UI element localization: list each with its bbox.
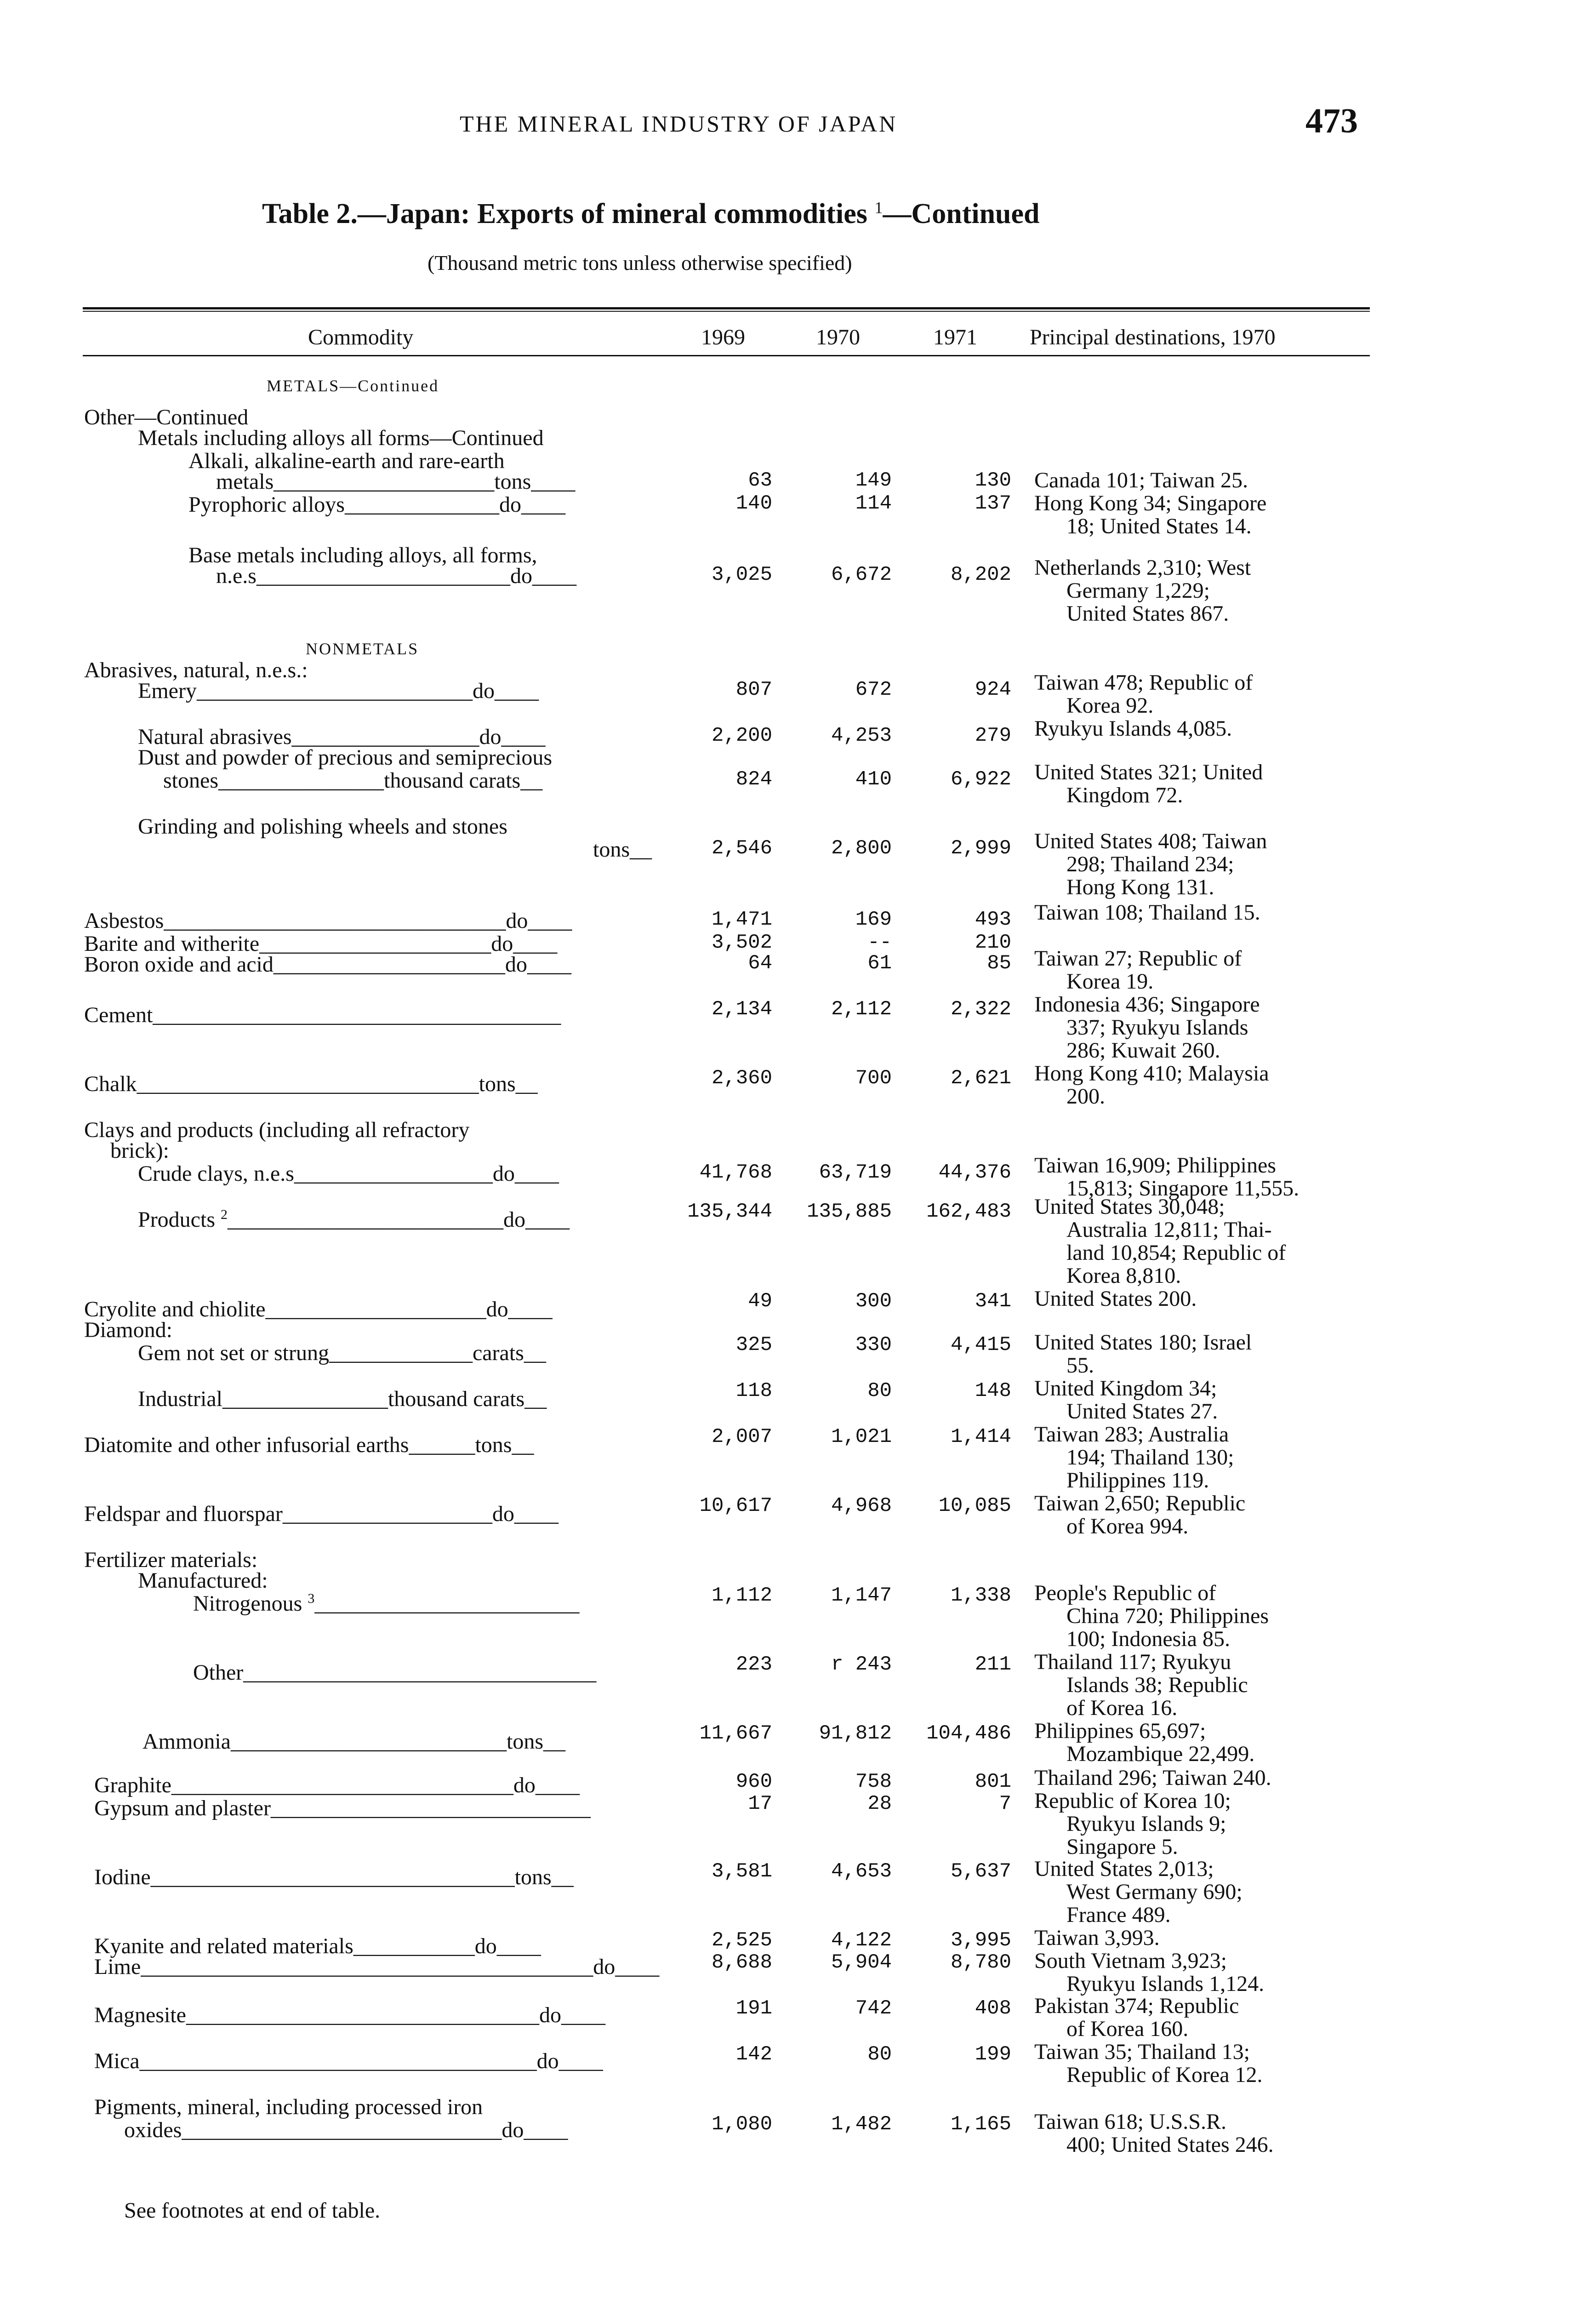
diatomite-1969: 2,007	[711, 1425, 772, 1448]
chalk-dest-line2: 200.	[1066, 1084, 1105, 1109]
crude-clays-dest-line2: 15,813; Singapore 11,555.	[1066, 1176, 1300, 1201]
base-dest-line2: Germany 1,229;	[1066, 578, 1210, 603]
ammonia-dest-line1: Philippines 65,697;	[1034, 1719, 1206, 1743]
nitrogenous-dest	[1034, 1582, 1393, 1651]
iodine-1971: 5,637	[950, 1860, 1011, 1883]
ammonia-dest-line2: Mozambique 22,499.	[1066, 1742, 1255, 1766]
products-dest-line1: United States 30,048;	[1034, 1195, 1225, 1219]
boron-dest	[1034, 947, 1393, 993]
lime-dest-line2: Ryukyu Islands 1,124.	[1066, 1972, 1265, 1996]
label-grinding-2: tons__	[593, 837, 652, 862]
magnesite-dest-line1: Pakistan 374; Republic	[1034, 1994, 1239, 2018]
table-top-rule-thin	[83, 311, 1370, 312]
emery-dest	[1034, 671, 1393, 717]
nitrogenous-1971: 1,338	[950, 1584, 1011, 1607]
kyanite-dest	[1034, 1927, 1393, 1950]
emery-1971: 924	[975, 678, 1011, 701]
asbestos-dest-line1: Taiwan 108; Thailand 15.	[1034, 900, 1260, 925]
crude-clays-1971: 44,376	[938, 1161, 1011, 1184]
pyrophoric-1969: 140	[735, 492, 772, 515]
grinding-dest-line2: 298; Thailand 234;	[1066, 852, 1234, 876]
cement-dest-line1: Indonesia 436; Singapore	[1034, 992, 1260, 1017]
boron-1971: 85	[987, 952, 1011, 975]
cryolite-dest-line1: United States 200.	[1034, 1287, 1197, 1311]
dust-1970: 410	[855, 768, 892, 791]
label-feldspar: Feldspar and fluorspar___________________do____	[84, 1502, 559, 1526]
kyanite-dest-line1: Taiwan 3,993.	[1034, 1926, 1160, 1950]
gypsum-dest-line1: Republic of Korea 10;	[1034, 1789, 1231, 1813]
label-dust-2: stones_______________thousand carats__	[163, 768, 543, 793]
iodine-dest-line1: United States 2,013;	[1034, 1857, 1214, 1881]
natural-abrasives-dest-line1: Ryukyu Islands 4,085.	[1034, 716, 1232, 741]
label-diatomite: Diatomite and other infusorial earths______tons__	[84, 1433, 534, 1457]
chalk-1970: 700	[855, 1067, 892, 1090]
title-suffix: —Continued	[883, 198, 1040, 229]
pigments-1970: 1,482	[831, 2113, 892, 2136]
natural-abrasives-dest	[1034, 717, 1393, 740]
grinding-1969: 2,546	[711, 837, 772, 860]
pigments-dest	[1034, 2110, 1393, 2156]
label-asbestos: Asbestos_______________________________do____	[84, 909, 572, 933]
label-industrial: Industrial_______________thousand carats__	[138, 1387, 547, 1411]
diatomite-dest	[1034, 1423, 1393, 1492]
gypsum-dest-line3: Singapore 5.	[1066, 1835, 1178, 1859]
magnesite-dest-line2: of Korea 160.	[1066, 2017, 1189, 2041]
label-crude-clays: Crude clays, n.e.s__________________do____	[138, 1161, 559, 1186]
nitrogenous-dest-line1: People's Republic of	[1034, 1581, 1216, 1605]
natural-abrasives-1971: 279	[975, 724, 1011, 747]
products-1969: 135,344	[687, 1200, 772, 1223]
gem-dest	[1034, 1331, 1393, 1377]
label-other: Other________________________________	[193, 1660, 597, 1685]
diatomite-dest-line3: Philippines 119.	[1066, 1468, 1209, 1493]
cryolite-1969: 49	[748, 1290, 772, 1313]
label-natural-abrasives: Natural abrasives_________________do____	[138, 725, 546, 749]
cement-1970: 2,112	[831, 998, 892, 1021]
running-head: THE MINERAL INDUSTRY OF JAPAN	[460, 111, 898, 137]
nitrogenous-leader: ________________________	[314, 1591, 580, 1616]
label-mica: Mica____________________________________do____	[94, 2049, 603, 2073]
pyrophoric-1971: 137	[975, 492, 1011, 515]
table-subtitle: (Thousand metric tons unless otherwise specified)	[428, 251, 852, 275]
products-text: Products	[138, 1207, 215, 1232]
feldspar-1969: 10,617	[699, 1494, 772, 1517]
pigments-1969: 1,080	[711, 2113, 772, 2136]
mica-dest-line2: Republic of Korea 12.	[1066, 2063, 1263, 2087]
dust-dest-line1: United States 321; United	[1034, 760, 1263, 784]
gypsum-1971: 7	[999, 1792, 1011, 1815]
products-dest-line3: land 10,854; Republic of	[1066, 1241, 1286, 1265]
boron-dest-line1: Taiwan 27; Republic of	[1034, 946, 1242, 971]
grinding-1970: 2,800	[831, 837, 892, 860]
iodine-dest-line3: France 489.	[1066, 1903, 1171, 1927]
industrial-1969: 118	[735, 1379, 772, 1402]
base-dest	[1034, 556, 1393, 625]
feldspar-dest-line1: Taiwan 2,650; Republic	[1034, 1491, 1246, 1516]
table-top-rule	[83, 307, 1370, 309]
header-1969: 1969	[701, 325, 745, 349]
boron-dest-line2: Korea 19.	[1066, 969, 1154, 994]
kyanite-1970: 4,122	[831, 1929, 892, 1952]
gem-dest-line2: 55.	[1066, 1353, 1094, 1378]
header-1970: 1970	[816, 325, 860, 349]
iodine-dest	[1034, 1858, 1393, 1927]
products-leader: _________________________do____	[228, 1207, 570, 1232]
label-manufactured: Manufactured:	[138, 1568, 268, 1593]
label-alkali-1: Alkali, alkaline-earth and rare-earth	[188, 449, 505, 473]
magnesite-1971: 408	[975, 1997, 1011, 2020]
cement-dest-line2: 337; Ryukyu Islands	[1066, 1015, 1248, 1040]
base-1969: 3,025	[711, 563, 772, 586]
industrial-dest-line2: United States 27.	[1066, 1399, 1218, 1424]
alkali-1969: 63	[748, 469, 772, 492]
other-1970: r 243	[831, 1653, 892, 1676]
label-cement: Cement_____________________________________	[84, 1003, 561, 1027]
other-1971: 211	[975, 1653, 1011, 1676]
nitrogenous-dest-line3: 100; Indonesia 85.	[1066, 1627, 1230, 1651]
chalk-1969: 2,360	[711, 1067, 772, 1090]
alkali-1970: 149	[855, 469, 892, 492]
lime-dest-line1: South Vietnam 3,923;	[1034, 1949, 1227, 1973]
label-nitrogenous	[193, 1591, 579, 1616]
cryolite-1970: 300	[855, 1290, 892, 1313]
emery-1969: 807	[735, 678, 772, 701]
mica-1970: 80	[867, 2043, 892, 2066]
ammonia-1971: 104,486	[926, 1722, 1011, 1745]
lime-1971: 8,780	[950, 1951, 1011, 1974]
barite-1969: 3,502	[711, 931, 772, 954]
products-1971: 162,483	[926, 1200, 1011, 1223]
label-graphite: Graphite_______________________________do____	[94, 1773, 580, 1797]
page-number: 473	[1305, 102, 1358, 140]
label-cryolite: Cryolite and chiolite____________________do____	[84, 1297, 553, 1321]
base-dest-line1: Netherlands 2,310; West	[1034, 555, 1251, 580]
crude-clays-dest-line1: Taiwan 16,909; Philippines	[1034, 1153, 1276, 1178]
lime-1969: 8,688	[711, 1951, 772, 1974]
iodine-1970: 4,653	[831, 1860, 892, 1883]
pyrophoric-1970: 114	[855, 492, 892, 515]
cement-dest	[1034, 993, 1393, 1062]
products-dest	[1034, 1195, 1393, 1287]
industrial-1970: 80	[867, 1379, 892, 1402]
pigments-dest-line1: Taiwan 618; U.S.S.R.	[1034, 2110, 1226, 2134]
label-base-2: n.e.s_______________________do____	[216, 564, 576, 588]
other-dest	[1034, 1651, 1393, 1720]
cement-1971: 2,322	[950, 998, 1011, 1021]
diatomite-1971: 1,414	[950, 1425, 1011, 1448]
crude-clays-dest	[1034, 1154, 1393, 1200]
graphite-1971: 801	[975, 1770, 1011, 1793]
nitrogenous-dest-line2: China 720; Philippines	[1066, 1604, 1269, 1628]
label-clays-2: brick):	[110, 1138, 169, 1163]
feldspar-1970: 4,968	[831, 1494, 892, 1517]
barite-1970: --	[867, 931, 892, 954]
base-dest-line3: United States 867.	[1066, 601, 1229, 626]
natural-abrasives-1970: 4,253	[831, 724, 892, 747]
asbestos-1970: 169	[855, 908, 892, 931]
alkali-1971: 130	[975, 469, 1011, 492]
mica-dest-line1: Taiwan 35; Thailand 13;	[1034, 2040, 1250, 2064]
nitrogenous-1969: 1,112	[711, 1584, 772, 1607]
asbestos-1969: 1,471	[711, 908, 772, 931]
label-clays-1: Clays and products (including all refractory	[84, 1118, 470, 1142]
graphite-dest	[1034, 1767, 1393, 1790]
ammonia-1969: 11,667	[699, 1722, 772, 1745]
label-alkali-2: metals____________________tons____	[216, 469, 576, 494]
table-title	[262, 198, 1365, 230]
boron-1970: 61	[867, 952, 892, 975]
graphite-dest-line1: Thailand 296; Taiwan 240.	[1034, 1766, 1271, 1790]
header-commodity: Commodity	[308, 325, 414, 349]
base-1970: 6,672	[831, 563, 892, 586]
pyrophoric-dest-line1: Hong Kong 34; Singapore	[1034, 491, 1267, 515]
industrial-1971: 148	[975, 1379, 1011, 1402]
kyanite-1971: 3,995	[950, 1929, 1011, 1952]
gem-1970: 330	[855, 1333, 892, 1356]
gypsum-dest-line2: Ryukyu Islands 9;	[1066, 1812, 1226, 1836]
grinding-1971: 2,999	[950, 837, 1011, 860]
chalk-1971: 2,621	[950, 1067, 1011, 1090]
label-emery: Emery_________________________do____	[138, 679, 539, 703]
header-1971: 1971	[933, 325, 977, 349]
other-dest-line1: Thailand 117; Ryukyu	[1034, 1650, 1231, 1674]
gypsum-1970: 28	[867, 1792, 892, 1815]
emery-dest-line2: Korea 92.	[1066, 693, 1154, 718]
gypsum-dest	[1034, 1790, 1393, 1859]
label-magnesite: Magnesite________________________________do____	[94, 2003, 605, 2027]
dust-dest	[1034, 761, 1393, 807]
label-gem: Gem not set or strung_____________carats__	[138, 1341, 546, 1365]
products-1970: 135,885	[807, 1200, 892, 1223]
dust-1969: 824	[735, 768, 772, 791]
label-products	[138, 1207, 570, 1232]
label-metals-alloys: Metals including alloys all forms—Continued	[138, 426, 544, 450]
crude-clays-1970: 63,719	[819, 1161, 892, 1184]
pyrophoric-dest-line2: 18; United States 14.	[1066, 514, 1252, 538]
feldspar-dest-line2: of Korea 994.	[1066, 1514, 1189, 1538]
pigments-1971: 1,165	[950, 2113, 1011, 2136]
iodine-1969: 3,581	[711, 1860, 772, 1883]
products-dest-line2: Australia 12,811; Thai-	[1066, 1218, 1272, 1242]
industrial-dest-line1: United Kingdom 34;	[1034, 1376, 1217, 1401]
products-dest-line4: Korea 8,810.	[1066, 1264, 1181, 1288]
iodine-dest-line2: West Germany 690;	[1066, 1880, 1243, 1904]
grinding-dest-line1: United States 408; Taiwan	[1034, 829, 1267, 853]
dust-dest-line2: Kingdom 72.	[1066, 783, 1183, 807]
label-other-cont: Other—Continued	[84, 405, 249, 429]
section-metals-label: METALS—Continued	[267, 377, 439, 395]
graphite-1970: 758	[855, 1770, 892, 1793]
footnote-note: See footnotes at end of table.	[124, 2198, 381, 2223]
products-footnote-mark: 2	[221, 1207, 228, 1222]
label-diamond: Diamond:	[84, 1318, 172, 1342]
label-boron: Boron oxide and acid_____________________do____	[84, 952, 571, 977]
other-dest-line2: Islands 38; Republic	[1066, 1673, 1248, 1697]
label-pigments-2: oxides_____________________________do____	[124, 2118, 568, 2142]
mica-1969: 142	[735, 2043, 772, 2066]
section-metals	[267, 372, 439, 397]
label-iodine: Iodine_________________________________tons__	[94, 1865, 574, 1889]
label-gypsum: Gypsum and plaster_____________________________	[94, 1796, 591, 1820]
gypsum-1969: 17	[748, 1792, 772, 1815]
ammonia-dest	[1034, 1720, 1393, 1766]
cryolite-dest	[1034, 1287, 1393, 1310]
mica-dest	[1034, 2041, 1393, 2087]
magnesite-1970: 742	[855, 1997, 892, 2020]
pyrophoric-dest	[1034, 492, 1393, 538]
pigments-dest-line2: 400; United States 246.	[1066, 2133, 1274, 2157]
magnesite-1969: 191	[735, 1997, 772, 2020]
boron-1969: 64	[748, 952, 772, 975]
label-lime: Lime_________________________________________do____	[94, 1955, 660, 1979]
nitrogenous-footnote-mark: 3	[308, 1591, 315, 1606]
chalk-dest-line1: Hong Kong 410; Malaysia	[1034, 1061, 1269, 1086]
nitrogenous-text: Nitrogenous	[193, 1591, 302, 1616]
title-footnote-mark: 1	[874, 198, 883, 217]
label-kyanite: Kyanite and related materials___________do____	[94, 1934, 541, 1958]
barite-1971: 210	[975, 931, 1011, 954]
label-barite: Barite and witherite_____________________do____	[84, 932, 558, 956]
grinding-dest-line3: Hong Kong 131.	[1066, 875, 1214, 899]
feldspar-dest	[1034, 1492, 1393, 1538]
asbestos-dest	[1034, 901, 1393, 924]
cement-dest-line3: 286; Kuwait 260.	[1066, 1038, 1220, 1063]
label-fertilizer: Fertilizer materials:	[84, 1548, 258, 1572]
magnesite-dest	[1034, 1995, 1393, 2041]
base-1971: 8,202	[950, 563, 1011, 586]
gem-1969: 325	[735, 1333, 772, 1356]
kyanite-1969: 2,525	[711, 1929, 772, 1952]
other-dest-line3: of Korea 16.	[1066, 1696, 1178, 1720]
alkali-dest	[1034, 469, 1393, 492]
other-1969: 223	[735, 1653, 772, 1676]
grinding-dest	[1034, 830, 1393, 899]
feldspar-1971: 10,085	[938, 1494, 1011, 1517]
label-dust-1: Dust and powder of precious and semiprecious	[138, 745, 553, 770]
cement-1969: 2,134	[711, 998, 772, 1021]
label-base-1: Base metals including alloys, all forms,	[188, 543, 537, 567]
lime-dest	[1034, 1950, 1393, 1996]
section-nonmetals	[306, 635, 419, 660]
label-chalk: Chalk_______________________________tons__	[84, 1072, 538, 1096]
crude-clays-1969: 41,768	[699, 1161, 772, 1184]
label-pigments-1: Pigments, mineral, including processed iron	[94, 2095, 483, 2119]
label-grinding-1: Grinding and polishing wheels and stones	[138, 814, 507, 839]
gem-1971: 4,415	[950, 1333, 1011, 1356]
graphite-1969: 960	[735, 1770, 772, 1793]
dust-1971: 6,922	[950, 768, 1011, 791]
lime-1970: 5,904	[831, 1951, 892, 1974]
emery-dest-line1: Taiwan 478; Republic of	[1034, 670, 1253, 695]
emery-1970: 672	[855, 678, 892, 701]
header-destinations: Principal destinations, 1970	[1030, 325, 1276, 349]
mica-1971: 199	[975, 2043, 1011, 2066]
gem-dest-line1: United States 180; Israel	[1034, 1330, 1252, 1355]
label-pyrophoric: Pyrophoric alloys______________do____	[188, 492, 565, 517]
diatomite-dest-line2: 194; Thailand 130;	[1066, 1445, 1234, 1470]
label-ammonia: Ammonia_________________________tons__	[142, 1729, 565, 1754]
nitrogenous-1970: 1,147	[831, 1584, 892, 1607]
ammonia-1970: 91,812	[819, 1722, 892, 1745]
diatomite-dest-line1: Taiwan 283; Australia	[1034, 1422, 1229, 1447]
industrial-dest	[1034, 1377, 1393, 1423]
cryolite-1971: 341	[975, 1290, 1011, 1313]
diatomite-1970: 1,021	[831, 1425, 892, 1448]
title-text: Table 2.—Japan: Exports of mineral commodities	[262, 198, 875, 229]
section-nonmetals-label: NONMETALS	[306, 640, 419, 658]
label-abrasives: Abrasives, natural, n.e.s.:	[84, 658, 308, 682]
natural-abrasives-1969: 2,200	[711, 724, 772, 747]
asbestos-1971: 493	[975, 908, 1011, 931]
table-header-rule	[83, 355, 1370, 356]
alkali-dest-line1: Canada 101; Taiwan 25.	[1034, 468, 1248, 492]
chalk-dest	[1034, 1062, 1393, 1108]
